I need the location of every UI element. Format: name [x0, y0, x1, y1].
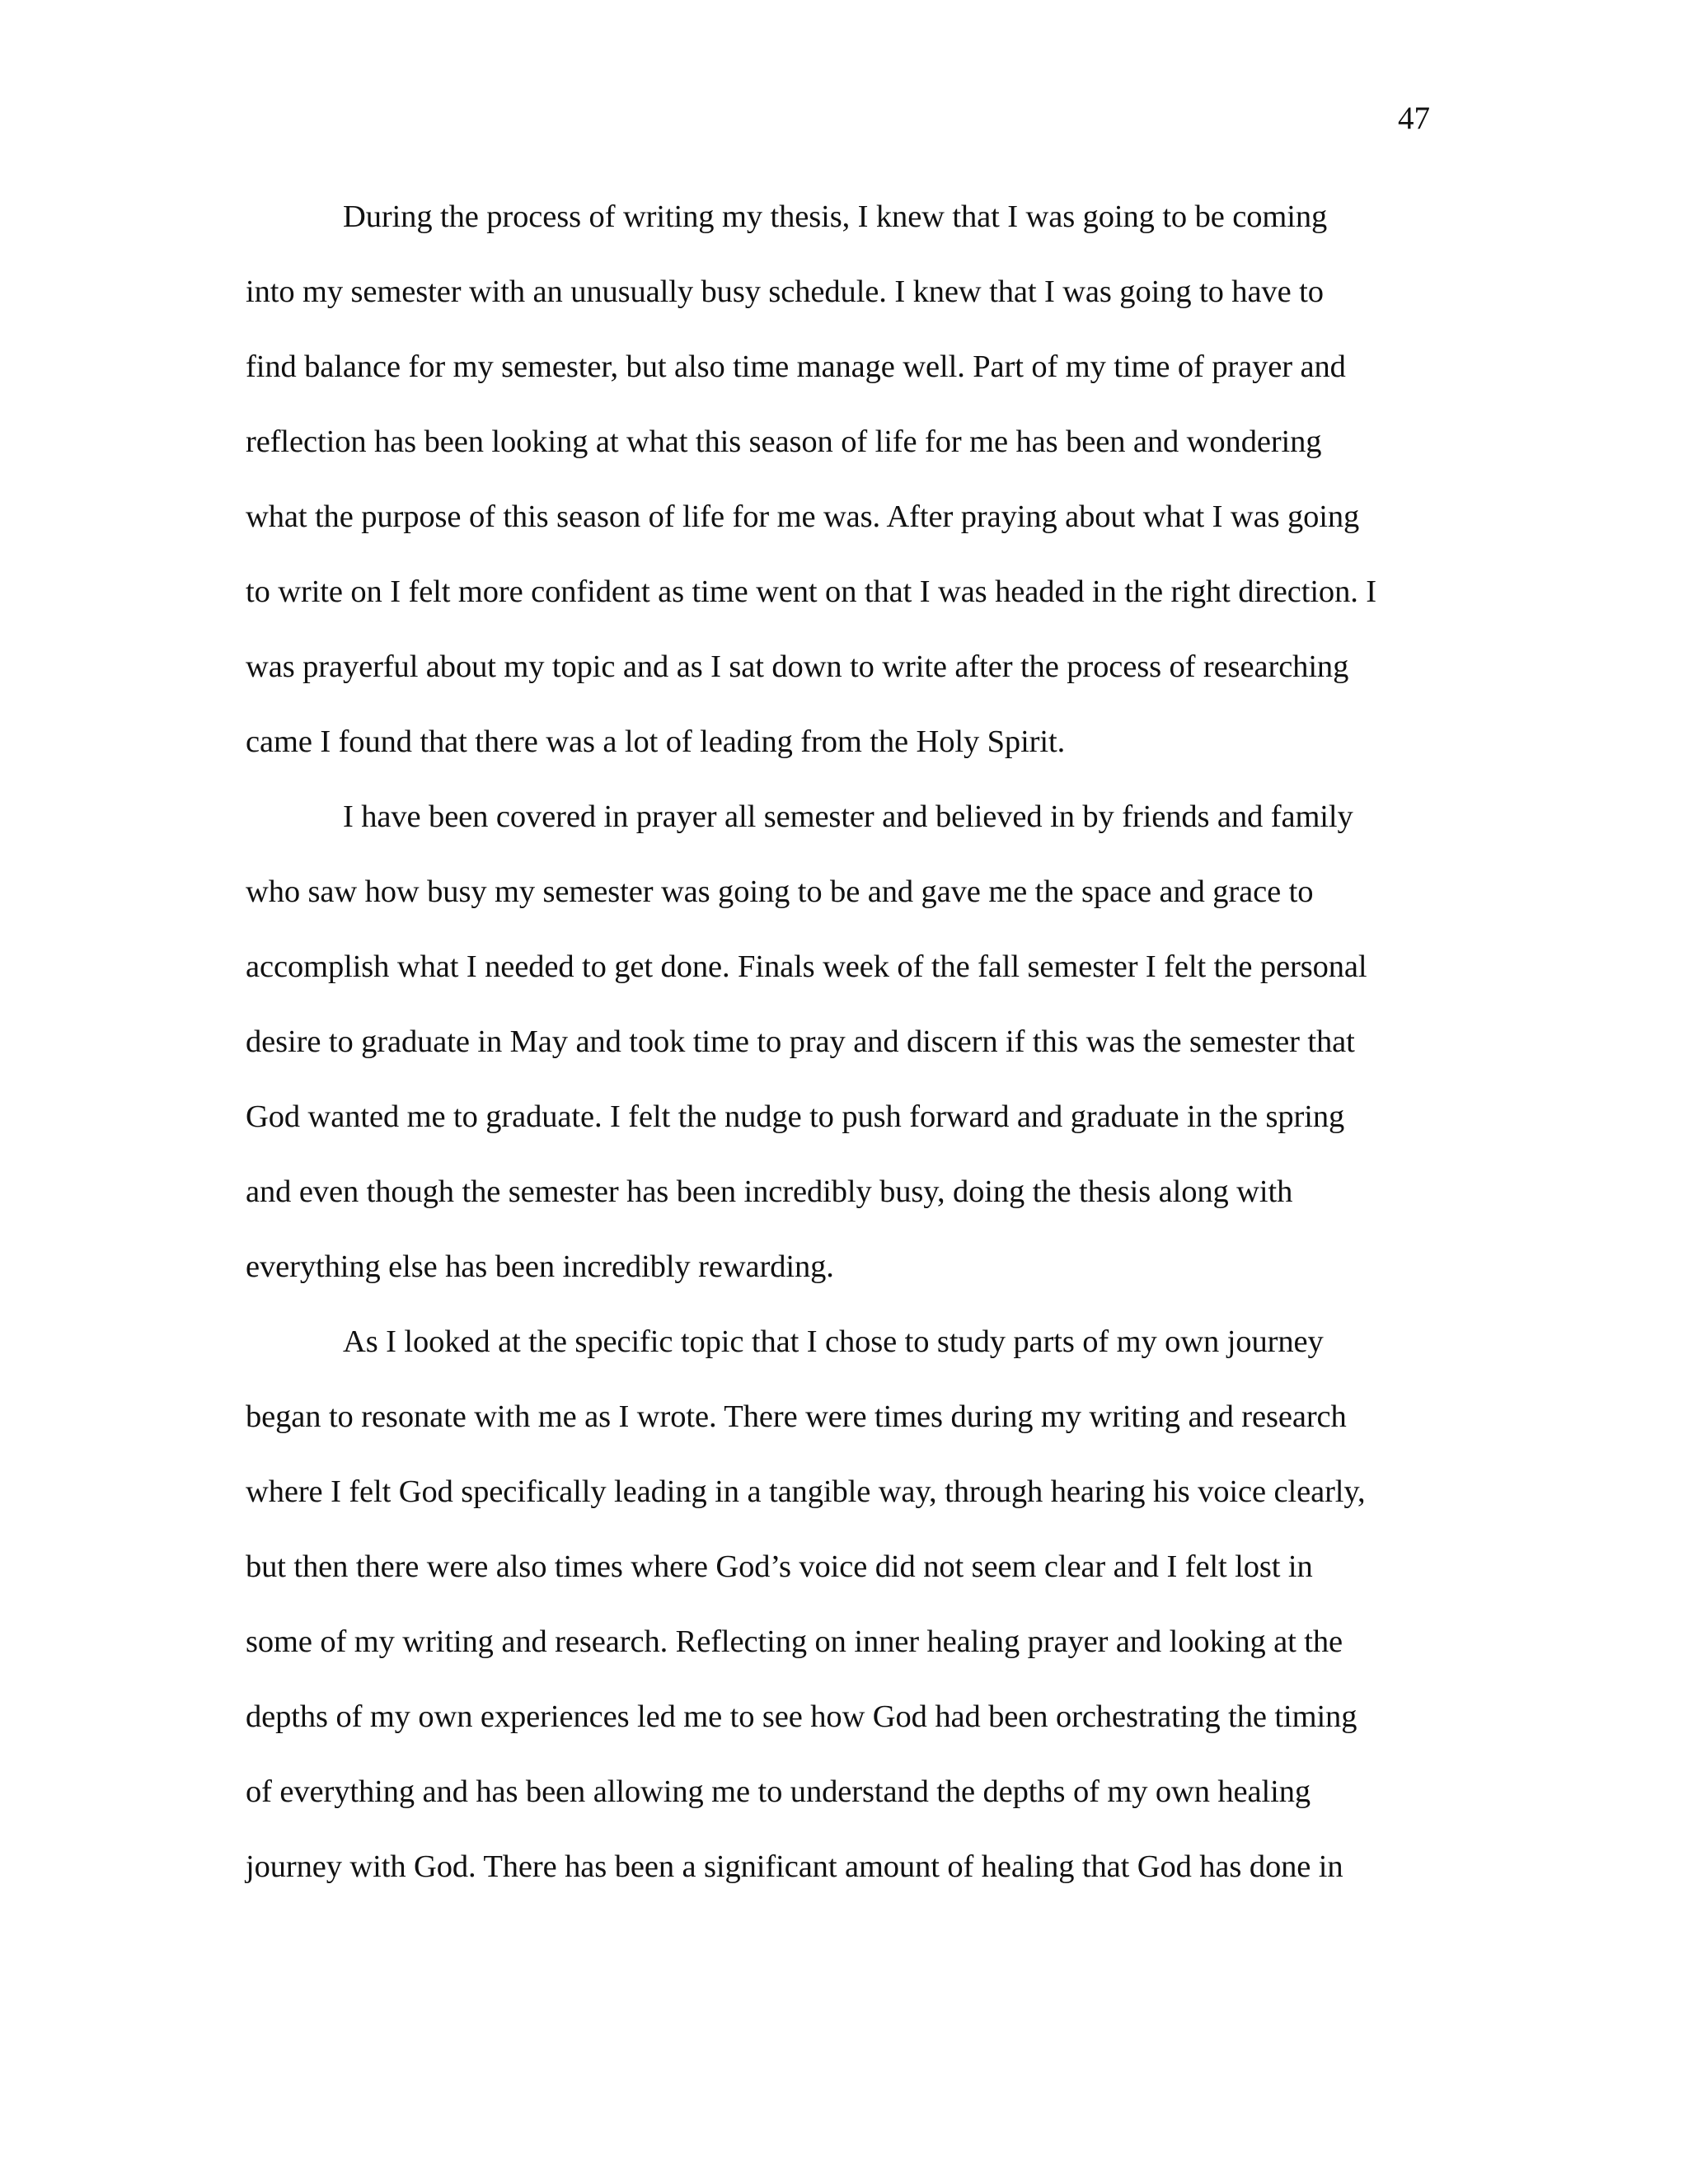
paragraph-3-line-8: journey with God. There has been a significant amount of healing that God has done in — [246, 1849, 1343, 1884]
paragraph-3-line-4: but then there were also times where God’s voice did not seem clear and I felt lost in — [246, 1549, 1313, 1584]
paragraph-2-line-6: and even though the semester has been incredibly busy, doing the thesis along with — [246, 1174, 1293, 1209]
paragraph-3-line-1: As I looked at the specific topic that I chose to study parts of my own journey — [343, 1324, 1324, 1359]
paragraph-1-line-1: During the process of writing my thesis, I knew that I was going to be coming — [343, 199, 1328, 234]
paragraph-3-line-6: depths of my own experiences led me to see how God had been orchestrating the timing — [246, 1699, 1357, 1734]
paragraph-1-line-6: to write on I felt more confident as time went on that I was headed in the right direction. I — [246, 574, 1377, 609]
paragraph-3-line-3: where I felt God specifically leading in a tangible way, through hearing his voice clearly, — [246, 1474, 1366, 1509]
paragraph-1-line-2: into my semester with an unusually busy schedule. I knew that I was going to have to — [246, 274, 1324, 309]
paragraph-3-line-7: of everything and has been allowing me to understand the depths of my own healing — [246, 1774, 1311, 1809]
paragraph-2-line-3: accomplish what I needed to get done. Finals week of the fall semester I felt the personal — [246, 949, 1367, 984]
paragraph-2-line-4: desire to graduate in May and took time to pray and discern if this was the semester that — [246, 1024, 1355, 1059]
paragraph-2-line-2: who saw how busy my semester was going to be and gave me the space and grace to — [246, 874, 1314, 909]
paragraph-1-line-5: what the purpose of this season of life for me was. After praying about what I was going — [246, 499, 1360, 534]
paragraph-1-line-8: came I found that there was a lot of leading from the Holy Spirit. — [246, 724, 1066, 759]
paragraph-1-line-4: reflection has been looking at what this season of life for me has been and wondering — [246, 424, 1322, 459]
body-text — [246, 180, 1432, 1905]
page-number: 47 — [1398, 101, 1430, 136]
paragraph-1-line-7: was prayerful about my topic and as I sat down to write after the process of researching — [246, 649, 1349, 684]
paragraph-2-line-7: everything else has been incredibly rewarding. — [246, 1249, 834, 1284]
paragraph-1-line-3: find balance for my semester, but also time manage well. Part of my time of prayer and — [246, 349, 1346, 384]
paragraph-3-line-5: some of my writing and research. Reflecting on inner healing prayer and looking at the — [246, 1624, 1343, 1659]
paragraph-3-line-2: began to resonate with me as I wrote. There were times during my writing and research — [246, 1399, 1347, 1434]
paragraph-2-line-5: God wanted me to graduate. I felt the nudge to push forward and graduate in the spring — [246, 1099, 1345, 1134]
paragraph-2-line-1: I have been covered in prayer all semester and believed in by friends and family — [343, 799, 1353, 834]
